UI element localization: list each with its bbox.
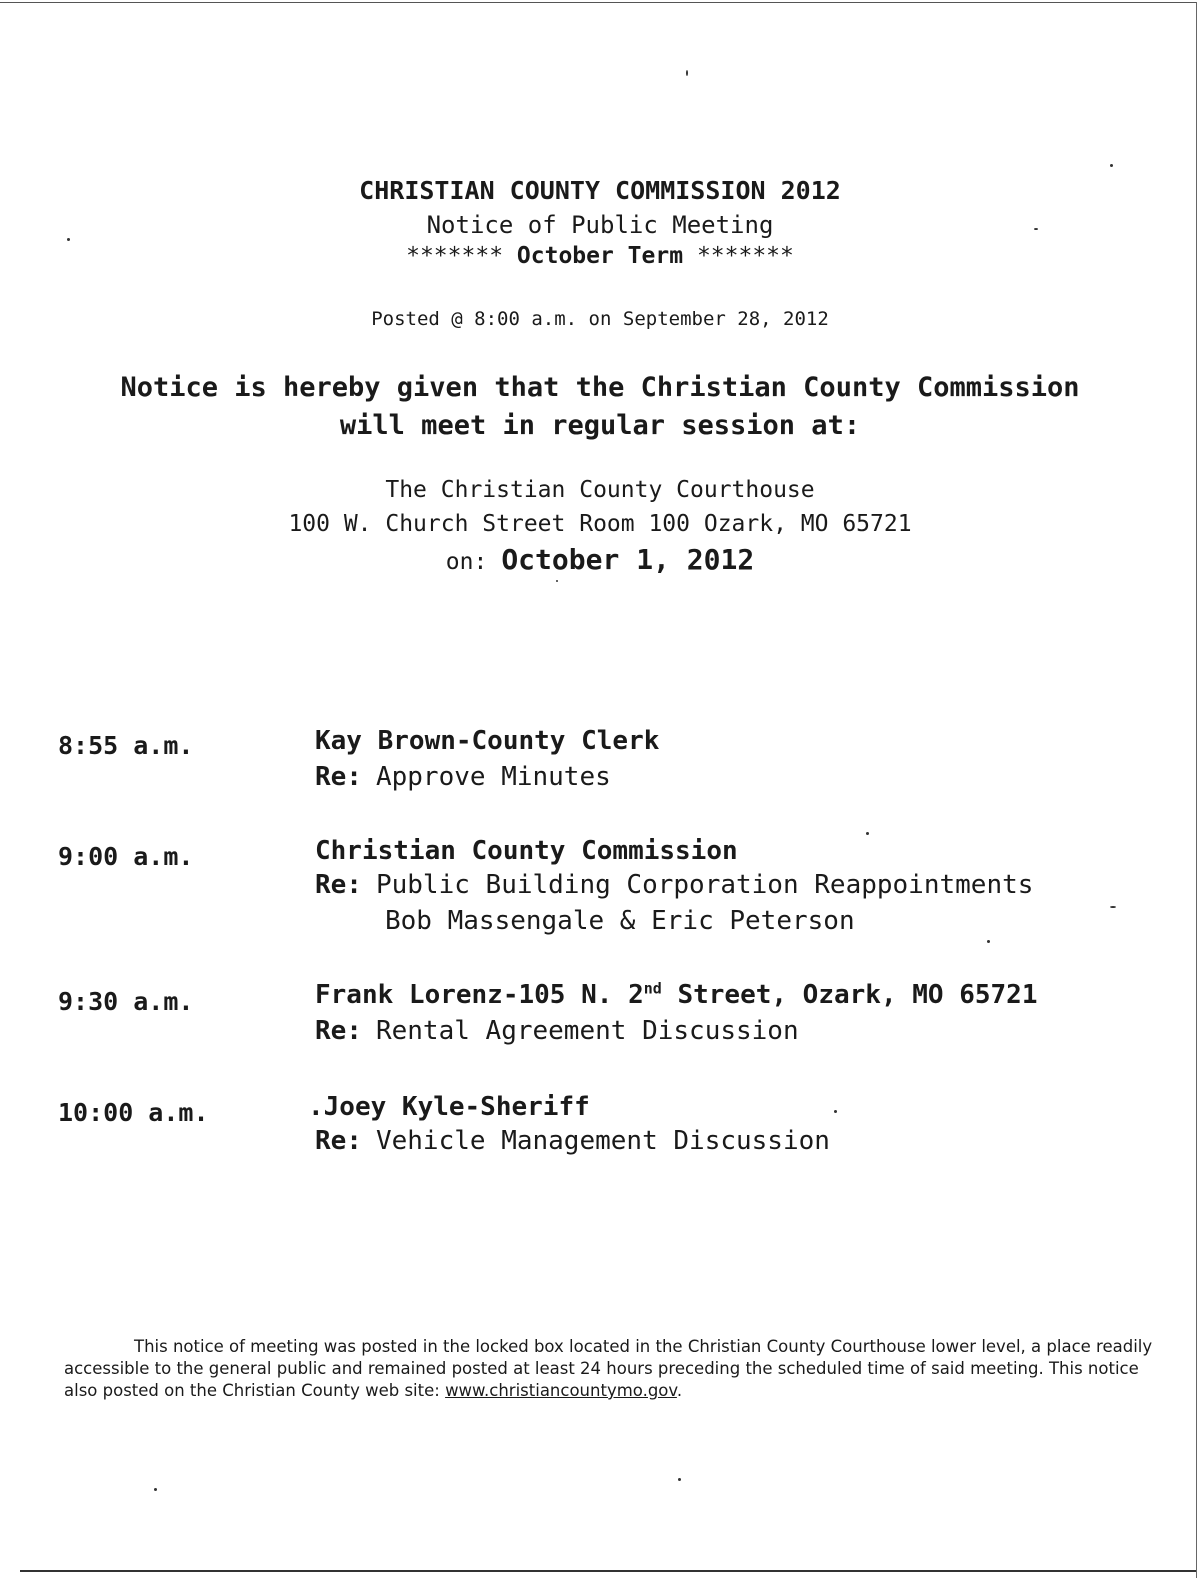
document-title: CHRISTIAN COUNTY COMMISSION 2012 [359,176,841,205]
agenda-time: 10:00 a.m. [58,1098,209,1127]
meeting-date-line [0,543,1200,576]
posted-line: Posted @ 8:00 a.m. on September 28, 2012 [371,308,829,330]
term-prefix: ******* [406,243,504,269]
scan-speck [987,940,990,943]
agenda-presenter: .Joey Kyle-Sheriff [308,1092,590,1122]
scan-edge-top [0,2,1196,3]
agenda-subject-text: Rental Agreement Discussion [375,1016,799,1046]
meeting-date: October 1, 2012 [501,543,755,576]
notice-line-2: will meet in regular session at: [339,410,861,441]
on-label: on: [445,549,488,575]
agenda-subject-text: Vehicle Management Discussion [375,1126,830,1156]
scan-speck [154,1488,157,1491]
agenda-time: 9:30 a.m. [58,987,194,1016]
re-label: Re: [315,762,362,792]
notice-line-1: Notice is hereby given that the Christian County Commission [120,372,1080,403]
scan-speck [1110,164,1113,167]
agenda-subject [315,1016,799,1046]
agenda-time: 8:55 a.m. [58,731,194,760]
scan-speck [1110,906,1116,908]
scan-speck [556,580,558,582]
agenda-presenter: Christian County Commission [315,836,738,866]
agenda-subject [315,870,1033,900]
website-link[interactable]: www.christiancountymo.gov [445,1381,677,1400]
agenda-presenter: Kay Brown-County Clerk [315,726,660,756]
posting-statement [64,1336,1154,1402]
presenter-text-part: Street, Ozark, MO 65721 [661,980,1038,1010]
scan-speck [686,70,688,76]
location-name: The Christian County Courthouse [385,477,815,503]
agenda-subject-detail: Bob Massengale & Eric Peterson [385,906,855,936]
agenda-subject-text: Public Building Corporation Reappointments [375,870,1034,900]
term-line [0,243,1200,269]
term-label: October Term [516,243,684,269]
agenda-presenter [315,980,1037,1010]
link-suffix: . [676,1381,683,1400]
posting-statement-text: This notice of meeting was posted in the locked box located in the Christian County Courthouse lower level, a place readily accessible to the general public and remained posted at least 24 hours preceding the scheduled time of said meeting. This notice also posted on the Christian County web site: [64,1337,1153,1400]
agenda-subject [315,1126,830,1156]
agenda-subject-text: Approve Minutes [375,762,611,792]
scan-speck [866,832,869,835]
re-label: Re: [315,1126,362,1156]
scan-speck [834,1110,837,1113]
presenter-text-part: Frank Lorenz-105 N. 2 [315,980,644,1010]
re-label: Re: [315,870,362,900]
document-subtitle: Notice of Public Meeting [426,211,774,239]
re-label: Re: [315,1016,362,1046]
location-address: 100 W. Church Street Room 100 Ozark, MO 65721 [288,511,912,537]
scan-edge-bottom [20,1570,1196,1572]
agenda-subject [315,762,611,792]
scan-speck [678,1478,681,1481]
agenda-time: 9:00 a.m. [58,842,194,871]
ordinal-suffix: nd [643,979,662,998]
term-suffix: ******* [696,243,794,269]
